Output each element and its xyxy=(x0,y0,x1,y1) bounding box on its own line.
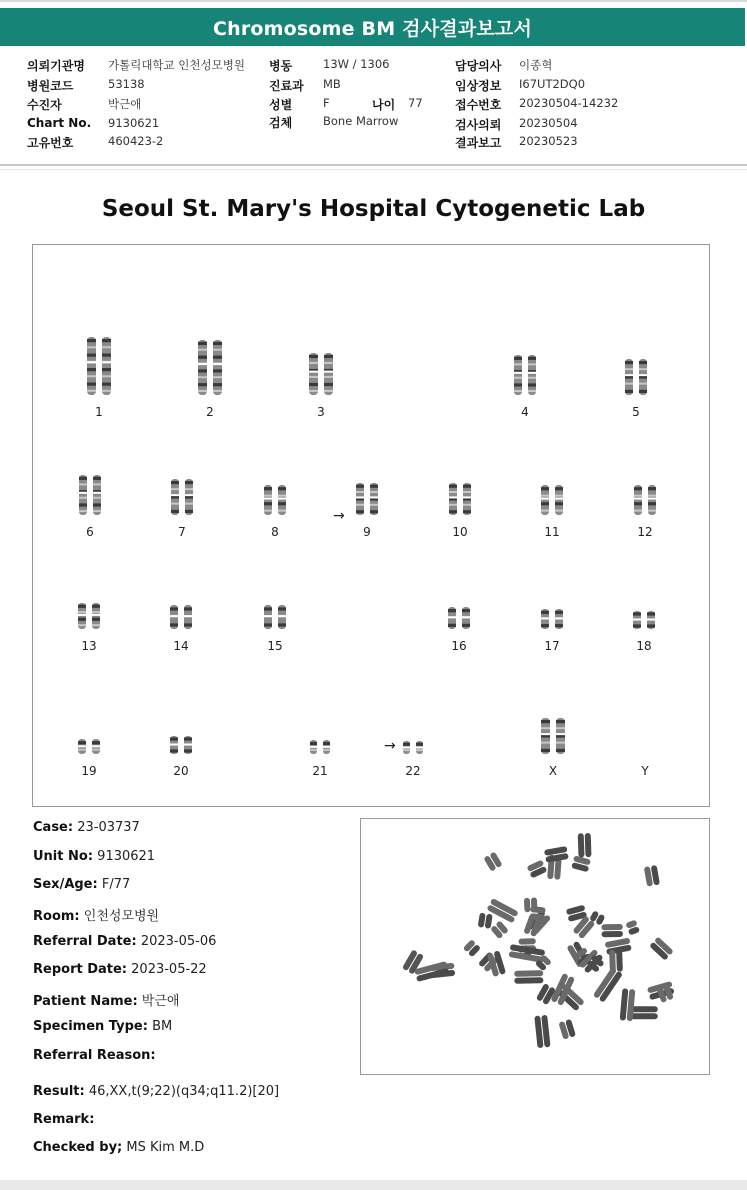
chromosome-label-12: 12 xyxy=(637,525,653,539)
detail-specimen-type: Specimen Type: BM xyxy=(33,1019,173,1034)
chromosome-label-8: 8 xyxy=(271,525,279,539)
info-label-request-date: 검사의뢰 xyxy=(455,118,502,132)
detail-report-date: Report Date: 2023-05-22 xyxy=(33,962,207,977)
info-label-unique-no: 고유번호 xyxy=(27,136,74,150)
chromosome-pair-4 xyxy=(512,355,538,395)
chromosome-label-11: 11 xyxy=(544,525,560,539)
report-title: Chromosome BM 검사결과보고서 xyxy=(0,8,745,46)
info-value-result-date: 20230523 xyxy=(519,134,578,148)
chromosome-pair-3 xyxy=(307,353,335,395)
info-value-institution: 가톨릭대학교 인천성모병원 xyxy=(108,58,245,72)
info-label-hospital-code: 병원코드 xyxy=(27,79,74,93)
chromosome-label-2: 2 xyxy=(206,405,214,419)
metaphase-chromosome xyxy=(536,983,556,1005)
detail-unit-no: Unit No: 9130621 xyxy=(33,849,156,864)
chromosome-label-7: 7 xyxy=(178,525,186,539)
metaphase-chromosome xyxy=(631,1006,658,1019)
translocation-arrow-22: → xyxy=(384,738,396,754)
detail-referral-reason: Referral Reason: xyxy=(33,1048,156,1063)
info-value-department: MB xyxy=(323,77,341,91)
metaphase-chromosome xyxy=(578,833,592,858)
chromosome-label-14: 14 xyxy=(173,639,189,653)
info-label-institution: 의뢰기관명 xyxy=(27,59,85,73)
info-label-patient: 수진자 xyxy=(27,98,62,112)
info-label-age: 나이 xyxy=(372,98,396,112)
chromosome-label-1: 1 xyxy=(95,405,103,419)
chromosome-pair-20 xyxy=(168,736,194,754)
metaphase-chromosome xyxy=(463,939,481,957)
info-value-clinical-info: I67UT2DQ0 xyxy=(519,77,586,91)
info-label-sex: 성별 xyxy=(269,98,293,112)
chromosome-pair-13 xyxy=(76,603,102,629)
chromosome-pair-1 xyxy=(85,337,113,395)
info-label-department: 진료과 xyxy=(269,79,304,93)
chromosome-label-Y: Y xyxy=(641,764,649,778)
chromosome-pair-15 xyxy=(262,605,288,629)
chromosome-pair-6 xyxy=(77,475,103,515)
metaphase-chromosome xyxy=(483,851,502,871)
metaphase-chromosome xyxy=(571,855,591,872)
chromosome-pair-2 xyxy=(196,340,224,395)
chromosome-pair-14 xyxy=(168,605,194,629)
chromosome-label-10: 10 xyxy=(452,525,468,539)
metaphase-chromosome xyxy=(558,1019,576,1040)
chromosome-pair-10 xyxy=(447,483,473,515)
info-value-unique-no: 460423-2 xyxy=(108,134,164,148)
chromosome-pair-22 xyxy=(401,741,425,754)
info-label-chart-no: Chart No. xyxy=(27,116,92,130)
info-value-receipt-no: 20230504-14232 xyxy=(519,96,619,110)
chromosome-pair-19 xyxy=(76,739,102,754)
detail-referral-date: Referral Date: 2023-05-06 xyxy=(33,934,217,949)
info-value-physician: 이종혁 xyxy=(519,58,553,72)
chromosome-pair-12 xyxy=(632,485,658,515)
chromosome-label-4: 4 xyxy=(521,405,529,419)
chromosome-label-22: 22 xyxy=(405,764,421,778)
info-value-patient: 박근애 xyxy=(108,97,142,111)
metaphase-chromosome xyxy=(478,912,493,928)
chromosome-label-X: X xyxy=(548,764,558,778)
chromosome-label-18: 18 xyxy=(636,639,652,653)
metaphase-image xyxy=(360,818,710,1075)
info-label-receipt-no: 접수번호 xyxy=(455,98,502,112)
chromosome-pair-11 xyxy=(539,485,565,515)
metaphase-chromosome xyxy=(625,920,640,936)
section-divider-light xyxy=(0,169,747,170)
lab-title: Seoul St. Mary's Hospital Cytogenetic Lab xyxy=(101,196,646,222)
detail-result: Result: 46,XX,t(9;22)(q34;q11.2)[20] xyxy=(33,1084,280,1099)
chromosome-label-21: 21 xyxy=(312,764,328,778)
chromosome-pair-9 xyxy=(354,483,380,515)
info-label-physician: 담당의사 xyxy=(455,59,502,73)
metaphase-chromosome xyxy=(414,961,449,982)
info-label-clinical-info: 임상정보 xyxy=(455,79,502,93)
chromosome-label-3: 3 xyxy=(317,405,325,419)
detail-sex-age: Sex/Age: F/77 xyxy=(33,877,131,892)
chromosome-label-5: 5 xyxy=(632,405,640,419)
karyogram-panel xyxy=(32,244,710,807)
metaphase-chromosome xyxy=(593,967,623,1003)
chromosome-pair-5 xyxy=(623,359,649,395)
chromosome-pair-7 xyxy=(169,479,195,515)
info-value-sex: F xyxy=(323,96,330,110)
info-label-result-date: 결과보고 xyxy=(455,136,502,150)
chromosome-label-13: 13 xyxy=(81,639,97,653)
metaphase-chromosome xyxy=(644,865,660,887)
metaphase-chromosome xyxy=(544,846,569,863)
chromosome-label-16: 16 xyxy=(451,639,467,653)
info-value-chart-no: 9130621 xyxy=(108,116,160,130)
chromosome-pair-8 xyxy=(262,485,288,515)
chromosome-label-20: 20 xyxy=(173,764,189,778)
translocation-arrow-9: → xyxy=(333,508,345,524)
section-divider xyxy=(0,164,747,166)
info-value-hospital-code: 53138 xyxy=(108,77,145,91)
chromosome-label-6: 6 xyxy=(86,525,94,539)
chromosome-label-19: 19 xyxy=(81,764,97,778)
metaphase-chromosome xyxy=(534,1015,550,1048)
metaphase-spread-picture xyxy=(361,819,709,1074)
info-label-specimen: 검체 xyxy=(269,116,293,130)
detail-remark: Remark: xyxy=(33,1112,95,1127)
info-value-request-date: 20230504 xyxy=(519,116,578,130)
chromosome-pair-16 xyxy=(446,607,472,629)
detail-patient-name: Patient Name: 박근애 xyxy=(33,994,180,1009)
chromosome-pair-18 xyxy=(631,611,657,629)
chromosome-label-9: 9 xyxy=(363,525,371,539)
detail-case: Case: 23-03737 xyxy=(33,820,140,835)
detail-checked-by: Checked by; MS Kim M.D xyxy=(33,1140,205,1155)
metaphase-chromosome xyxy=(649,936,674,960)
info-value-ward: 13W / 1306 xyxy=(323,57,390,71)
chromosome-pair-X xyxy=(539,718,567,754)
metaphase-chromosome xyxy=(490,920,509,939)
chromosome-pair-21 xyxy=(308,740,332,754)
chromosome-label-15: 15 xyxy=(267,639,283,653)
detail-room: Room: 인천성모병원 xyxy=(33,909,160,924)
chromosome-pair-17 xyxy=(539,609,565,629)
info-value-age: 77 xyxy=(408,96,423,110)
info-label-ward: 병동 xyxy=(269,59,293,73)
metaphase-chromosome xyxy=(514,970,543,984)
patient-info-grid xyxy=(0,52,747,156)
chromosome-label-17: 17 xyxy=(544,639,560,653)
bottom-border xyxy=(0,1180,747,1190)
metaphase-chromosome xyxy=(526,860,547,879)
info-value-specimen: Bone Marrow xyxy=(323,114,399,128)
metaphase-chromosome xyxy=(601,924,623,937)
top-border xyxy=(0,0,747,2)
